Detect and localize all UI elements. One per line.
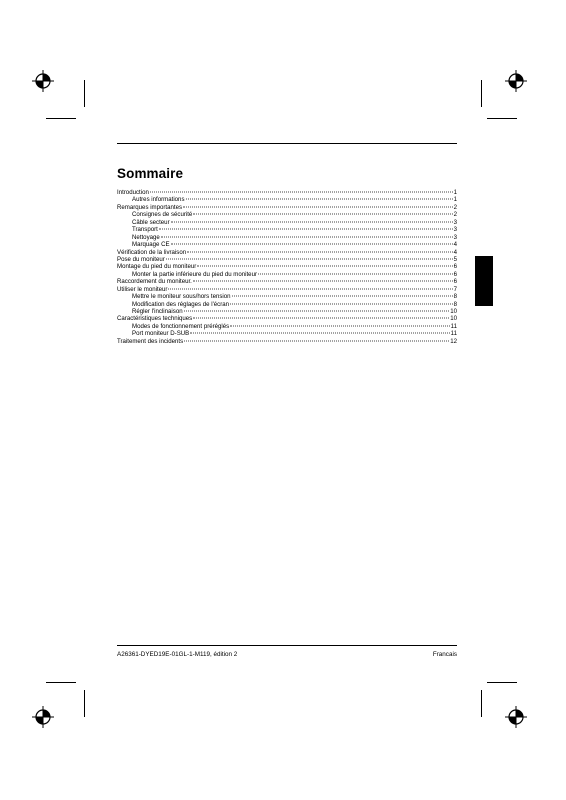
page-footer — [117, 651, 457, 658]
toc-entry-page: 8 — [453, 300, 457, 308]
toc-entry[interactable] — [117, 286, 457, 293]
toc-entry-label: Vérification de la livraison — [117, 248, 187, 256]
toc-entry[interactable] — [117, 241, 457, 248]
toc-entry-page: 1 — [453, 189, 457, 196]
toc-entry-page: 12 — [450, 337, 457, 345]
toc-leader-dots — [184, 340, 449, 341]
toc-entry[interactable] — [117, 330, 457, 337]
toc-entry[interactable] — [117, 315, 457, 322]
toc-entry[interactable] — [117, 249, 457, 256]
registration-mark-bottom-left — [32, 706, 54, 728]
toc-leader-dots — [184, 311, 450, 312]
toc-entry[interactable] — [117, 338, 457, 345]
toc-leader-dots — [230, 325, 449, 326]
toc-entry-label: Régler l'inclinaison — [132, 308, 183, 315]
toc-entry-page: 10 — [450, 315, 457, 323]
toc-entry-label: Pose du moniteur — [117, 255, 165, 263]
toc-leader-dots — [190, 333, 449, 334]
toc-entry[interactable] — [117, 219, 457, 226]
registration-mark-bottom-right — [505, 706, 527, 728]
toc-leader-dots — [159, 229, 453, 230]
toc-entry[interactable] — [117, 256, 457, 263]
toc-entry-label: Caractéristiques techniques — [117, 315, 193, 323]
toc-entry-page: 1 — [453, 196, 457, 204]
crop-line — [481, 80, 482, 107]
header-rule — [117, 143, 457, 144]
toc-entry-page: 3 — [453, 218, 457, 226]
toc-entry[interactable] — [117, 234, 457, 241]
toc-leader-dots — [171, 221, 453, 222]
toc-entry[interactable] — [117, 204, 457, 211]
toc-entry[interactable] — [117, 278, 457, 285]
toc-entry-label: Consignes de sécurité — [132, 211, 193, 219]
toc-entry-page: 6 — [453, 278, 457, 286]
toc-entry-label: Transport — [132, 226, 158, 234]
toc-entry[interactable] — [117, 308, 457, 315]
toc-entry-page: 3 — [453, 226, 457, 234]
footer-rule — [117, 645, 457, 646]
toc-entry[interactable] — [117, 263, 457, 270]
toc-entry-label: Modes de fonctionnement préréglés — [132, 322, 230, 330]
toc-entry[interactable] — [117, 301, 457, 308]
toc-entry[interactable] — [117, 271, 457, 278]
crop-line — [46, 118, 76, 119]
toc-leader-dots — [161, 236, 453, 237]
toc-entry[interactable] — [117, 323, 457, 330]
toc-entry-page: 6 — [453, 263, 457, 271]
footer-document-id: A26361-DYED19E-01GL-1-M119, édition 2 — [117, 651, 238, 658]
toc-entry-label: Monter la partie inférieure du pied du moniteur — [132, 270, 257, 278]
toc-leader-dots — [183, 206, 453, 207]
toc-leader-dots — [258, 273, 453, 274]
toc-entry-label: Modification des réglages de l'écran — [132, 300, 230, 308]
toc-entry-label: Raccordement du moniteur. — [117, 278, 192, 286]
crop-line — [487, 118, 517, 119]
toc-leader-dots — [150, 192, 453, 193]
crop-line — [487, 682, 517, 683]
toc-entry-label: Autres informations — [132, 196, 185, 204]
toc-entry-page: 5 — [453, 255, 457, 263]
toc-leader-dots — [230, 303, 453, 304]
toc-entry-page: 2 — [453, 211, 457, 219]
toc-entry[interactable] — [117, 211, 457, 218]
toc-leader-dots — [193, 318, 449, 319]
toc-entry[interactable] — [117, 293, 457, 300]
toc-leader-dots — [171, 244, 453, 245]
crop-line — [84, 80, 85, 107]
toc-entry-page: 7 — [453, 285, 457, 293]
toc-entry-label: Mettre le moniteur sous/hors tension — [132, 293, 231, 301]
crop-line — [46, 682, 76, 683]
toc-entry-page: 10 — [450, 308, 457, 315]
toc-entry[interactable] — [117, 189, 457, 196]
toc-leader-dots — [232, 296, 453, 297]
toc-entry-label: Utiliser le moniteur — [117, 285, 168, 293]
toc-entry-page: 8 — [453, 293, 457, 301]
toc-leader-dots — [186, 199, 453, 200]
toc-entry-label: Introduction — [117, 189, 149, 196]
toc-entry[interactable] — [117, 226, 457, 233]
toc-entry-label: Câble secteur — [132, 218, 170, 226]
crop-line — [84, 690, 85, 717]
toc-leader-dots — [193, 281, 453, 282]
toc-entry-label: Nettoyage — [132, 233, 160, 241]
toc-leader-dots — [166, 258, 453, 259]
table-of-contents — [117, 189, 457, 345]
toc-entry-label: Port moniteur D-SUB — [132, 330, 190, 338]
toc-entry-label: Remarques importantes — [117, 203, 183, 211]
toc-entry-label: Montage du pied du moniteur — [117, 263, 197, 271]
toc-entry-page: 4 — [453, 248, 457, 256]
toc-entry-page: 3 — [453, 233, 457, 241]
toc-entry-page: 4 — [453, 241, 457, 249]
toc-entry-label: Marquage CE — [132, 241, 170, 249]
crop-line — [481, 690, 482, 717]
toc-leader-dots — [193, 214, 452, 215]
page-title: Sommaire — [117, 166, 184, 181]
toc-entry[interactable] — [117, 196, 457, 203]
footer-language: Francais — [432, 651, 457, 658]
registration-mark-top-left — [32, 70, 54, 92]
section-tab-marker — [475, 256, 493, 306]
toc-leader-dots — [187, 251, 453, 252]
toc-entry-page: 2 — [453, 203, 457, 211]
toc-entry-page: 11 — [450, 322, 457, 330]
registration-mark-top-right — [505, 70, 527, 92]
toc-leader-dots — [197, 266, 452, 267]
toc-entry-page: 6 — [453, 270, 457, 278]
toc-leader-dots — [168, 288, 452, 289]
toc-entry-label: Traitement des incidents — [117, 337, 184, 345]
toc-entry-page: 11 — [450, 330, 457, 338]
